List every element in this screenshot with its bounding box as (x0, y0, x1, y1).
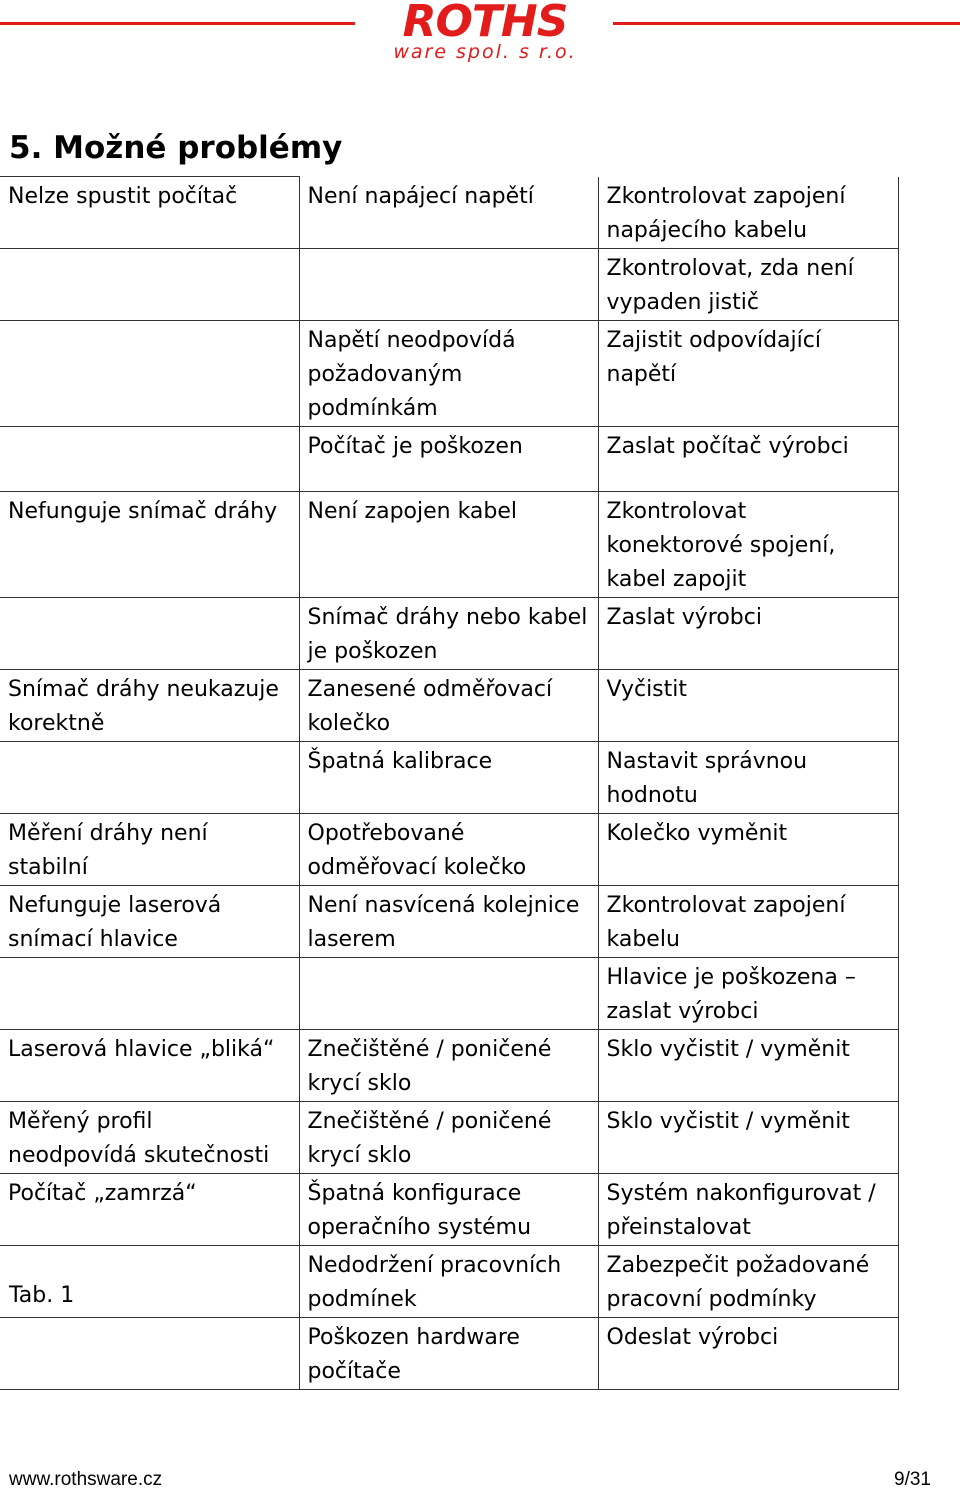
table-row (0, 426, 898, 491)
cause-cell (299, 957, 598, 1029)
problems-table (0, 176, 899, 1390)
table-row (0, 177, 898, 249)
table-row (0, 1245, 898, 1317)
solution-cell: Odeslat výrobci (598, 1317, 898, 1389)
table-row (0, 597, 898, 669)
cause-cell: Není nasvícená kolejnice laserem (299, 885, 598, 957)
problem-cell: Měřený profil neodpovídá skutečnosti (0, 1101, 299, 1173)
section-title: 5. Možné problémy (9, 130, 343, 166)
problem-cell: Počítač „zamrzá“ (0, 1173, 299, 1245)
cause-cell: Nedodržení pracovních podmínek (299, 1245, 598, 1317)
cause-cell: Znečištěné / poničené krycí sklo (299, 1029, 598, 1101)
solution-cell: Zaslat počítač výrobci (598, 426, 898, 491)
table-row (0, 1317, 898, 1389)
table-row (0, 741, 898, 813)
cause-cell: Znečištěné / poničené krycí sklo (299, 1101, 598, 1173)
solution-cell: Sklo vyčistit / vyměnit (598, 1029, 898, 1101)
table-row (0, 1173, 898, 1245)
solution-cell: Kolečko vyměnit (598, 813, 898, 885)
problem-cell: Nelze spustit počítač (0, 177, 299, 249)
solution-cell: Vyčistit (598, 669, 898, 741)
logo-wordmark: ROTHS (402, 0, 568, 47)
solution-cell: Zkontrolovat zapojení napájecího kabelu (598, 177, 898, 249)
table-row (0, 669, 898, 741)
page-number: 9/31 (894, 1469, 931, 1490)
table-caption: Tab. 1 (9, 1283, 75, 1308)
table-row (0, 957, 898, 1029)
company-logo (385, 0, 585, 62)
problem-cell: Nefunguje snímač dráhy (0, 491, 299, 597)
problem-cell: Snímač dráhy neukazuje korektně (0, 669, 299, 741)
table-row (0, 320, 898, 426)
problem-cell: Měření dráhy není stabilní (0, 813, 299, 885)
logo-subtitle: ware spol. s r.o. (393, 41, 577, 63)
page-header (0, 0, 960, 70)
cause-cell: Není zapojen kabel (299, 491, 598, 597)
header-rule-right (613, 22, 960, 25)
solution-cell: Systém nakonfigurovat / přeinstalovat (598, 1173, 898, 1245)
cause-cell: Špatná kalibrace (299, 741, 598, 813)
table-row (0, 1029, 898, 1101)
cause-cell: Zanesené odměřovací kolečko (299, 669, 598, 741)
solution-cell: Zabezpečit požadované pracovní podmínky (598, 1245, 898, 1317)
solution-cell: Zajistit odpovídající napětí (598, 320, 898, 426)
problem-cell (0, 320, 299, 426)
problem-cell (0, 426, 299, 491)
cause-cell: Poškozen hardware počítače (299, 1317, 598, 1389)
problem-cell (0, 1317, 299, 1389)
table-row (0, 1101, 898, 1173)
table-row (0, 813, 898, 885)
cause-cell: Napětí neodpovídá požadovaným podmínkám (299, 320, 598, 426)
table-row (0, 885, 898, 957)
table-row (0, 491, 898, 597)
cause-cell: Snímač dráhy nebo kabel je poškozen (299, 597, 598, 669)
solution-cell: Zkontrolovat konektorové spojení, kabel zapojit (598, 491, 898, 597)
problem-cell (0, 957, 299, 1029)
problem-cell (0, 248, 299, 320)
problem-cell (0, 597, 299, 669)
header-rule-left (0, 22, 355, 25)
cause-cell: Špatná konfigurace operačního systému (299, 1173, 598, 1245)
problems-table-body (0, 177, 898, 1390)
solution-cell: Nastavit správnou hodnotu (598, 741, 898, 813)
solution-cell: Hlavice je poškozena – zaslat výrobci (598, 957, 898, 1029)
solution-cell: Sklo vyčistit / vyměnit (598, 1101, 898, 1173)
problem-cell: Laserová hlavice „bliká“ (0, 1029, 299, 1101)
solution-cell: Zaslat výrobci (598, 597, 898, 669)
solution-cell: Zkontrolovat, zda není vypaden jistič (598, 248, 898, 320)
problem-cell (0, 741, 299, 813)
footer-url: www.rothsware.cz (9, 1469, 163, 1490)
cause-cell (299, 248, 598, 320)
solution-cell: Zkontrolovat zapojení kabelu (598, 885, 898, 957)
table-row (0, 248, 898, 320)
cause-cell: Opotřebované odměřovací kolečko (299, 813, 598, 885)
cause-cell: Počítač je poškozen (299, 426, 598, 491)
cause-cell: Není napájecí napětí (299, 177, 598, 249)
problem-cell: Nefunguje laserová snímací hlavice (0, 885, 299, 957)
